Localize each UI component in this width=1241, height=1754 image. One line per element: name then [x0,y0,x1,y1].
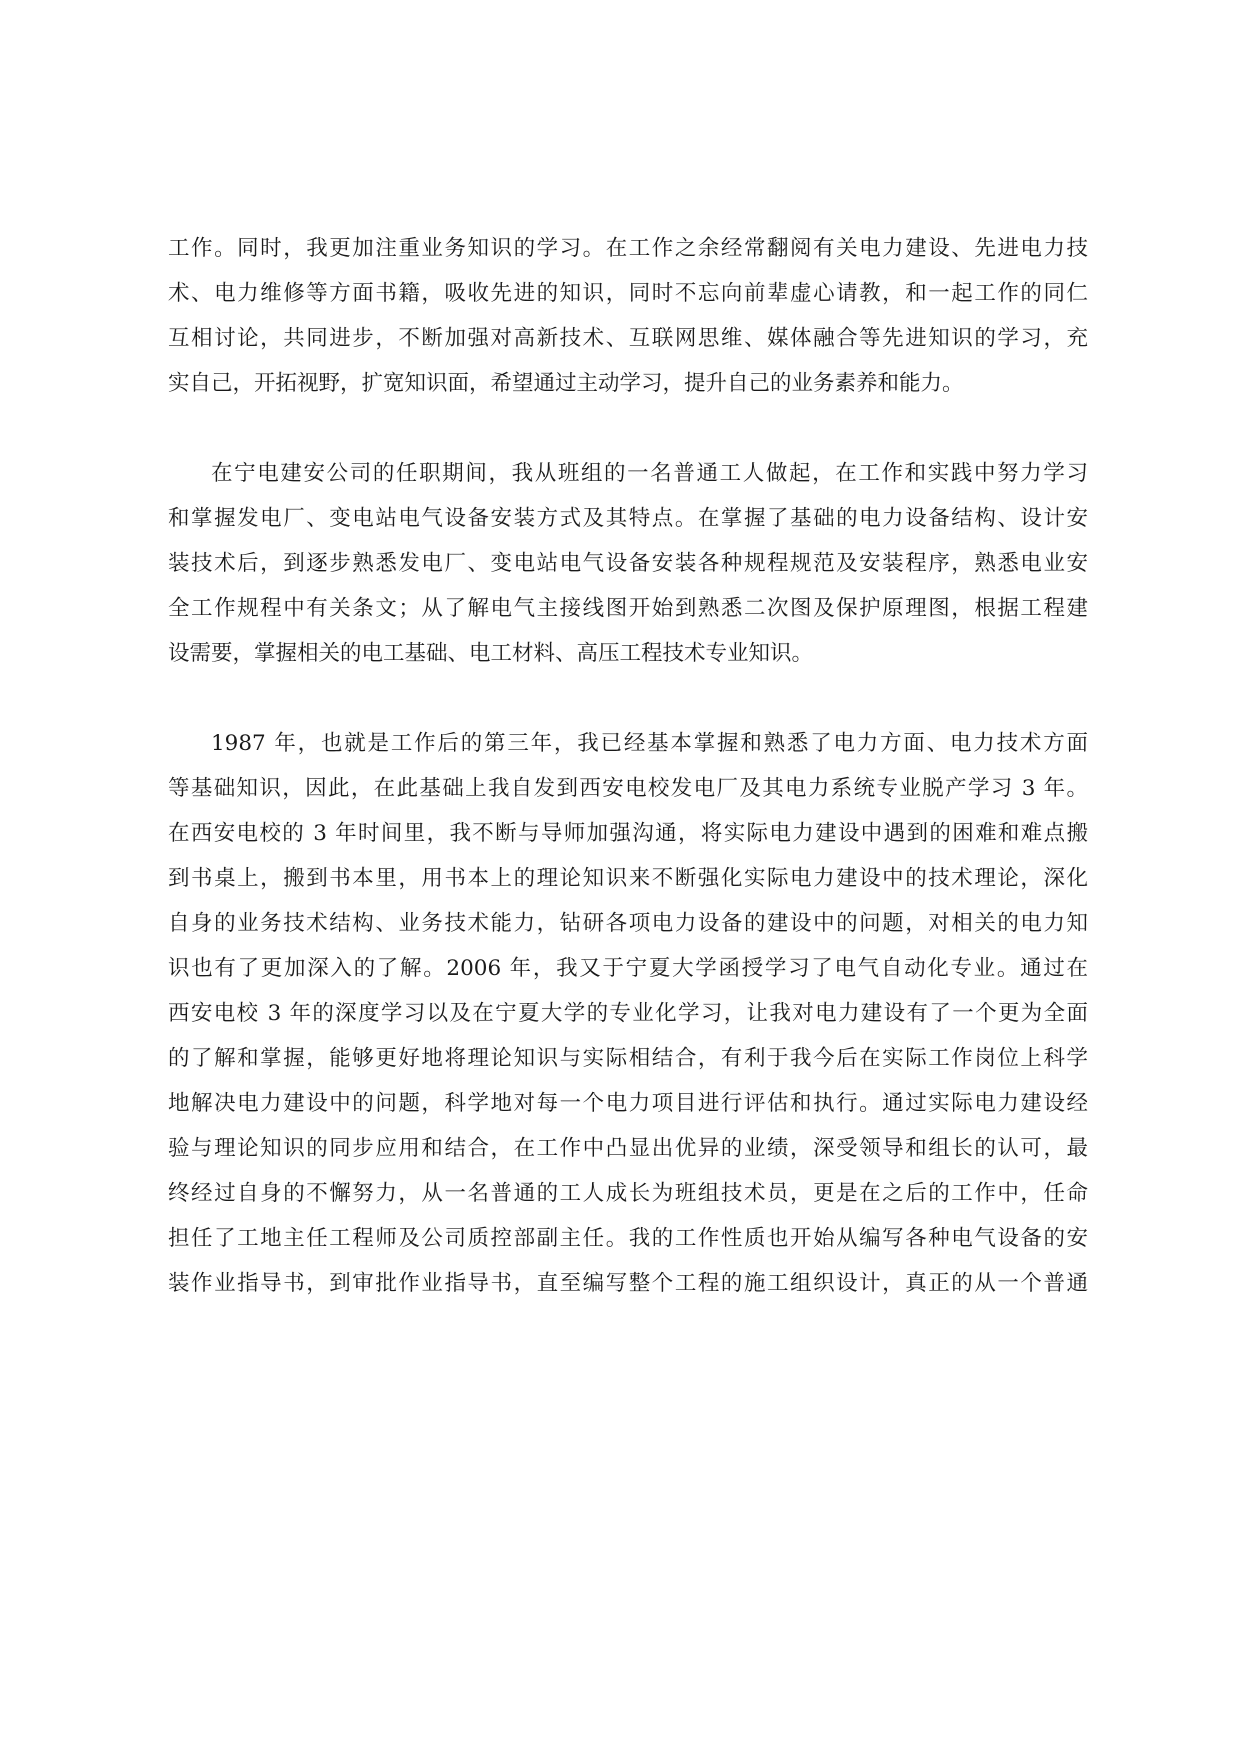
paragraph-3 [168,721,1088,1306]
paragraph-line: 设需要，掌握相关的电工基础、电工材料、高压工程技术专业知识。 [168,641,814,666]
paragraph-line: 工作。同时，我更加注重业务知识的学习。在工作之余经常翻阅有关电力建设、先进电力技 [168,236,1088,261]
paragraph-line: 自身的业务技术结构、业务技术能力，钻研各项电力设备的建设中的问题，对相关的电力知 [168,911,1088,936]
paragraph-line: 终经过自身的不懈努力，从一名普通的工人成长为班组技术员，更是在之后的工作中，任命 [168,1181,1088,1206]
paragraph-line: 互相讨论，共同进步，不断加强对高新技术、互联网思维、媒体融合等先进知识的学习，充 [168,326,1088,351]
paragraph-line: 术、电力维修等方面书籍，吸收先进的知识，同时不忘向前辈虚心请教，和一起工作的同仁 [168,281,1088,306]
document-body [168,226,1088,1306]
paragraph-line: 地解决电力建设中的问题，科学地对每一个电力项目进行评估和执行。通过实际电力建设经 [168,1091,1088,1116]
paragraph-line: 等基础知识，因此，在此基础上我自发到西安电校发电厂及其电力系统专业脱产学习 3 年。 [168,776,1088,801]
paragraph-line: 1987 年，也就是工作后的第三年，我已经基本掌握和熟悉了电力方面、电力技术方面 [211,731,1088,756]
paragraph-1 [168,226,1088,406]
paragraph-gap [168,676,1088,721]
paragraph-line: 全工作规程中有关条文；从了解电气主接线图开始到熟悉二次图及保护原理图，根据工程建 [168,596,1088,621]
paragraph-line: 在西安电校的 3 年时间里，我不断与导师加强沟通，将实际电力建设中遇到的困难和难点搬 [168,821,1088,846]
paragraph-line: 的了解和掌握，能够更好地将理论知识与实际相结合，有利于我今后在实际工作岗位上科学 [168,1046,1088,1071]
paragraph-line: 验与理论知识的同步应用和结合，在工作中凸显出优异的业绩，深受领导和组长的认可，最 [168,1136,1088,1161]
paragraph-line: 装作业指导书，到审批作业指导书，直至编写整个工程的施工组织设计，真正的从一个普通 [168,1271,1088,1296]
paragraph-line: 识也有了更加深入的了解。2006 年，我又于宁夏大学函授学习了电气自动化专业。通过在 [168,956,1088,981]
paragraph-line: 实自己，开拓视野，扩宽知识面，希望通过主动学习，提升自己的业务素养和能力。 [168,371,964,396]
paragraph-gap [168,406,1088,451]
paragraph-line: 到书桌上，搬到书本里，用书本上的理论知识来不断强化实际电力建设中的技术理论，深化 [168,866,1088,891]
paragraph-2 [168,451,1088,676]
paragraph-line: 西安电校 3 年的深度学习以及在宁夏大学的专业化学习，让我对电力建设有了一个更为全面 [168,1001,1088,1026]
paragraph-line: 担任了工地主任工程师及公司质控部副主任。我的工作性质也开始从编写各种电气设备的安 [168,1226,1088,1251]
paragraph-line: 和掌握发电厂、变电站电气设备安装方式及其特点。在掌握了基础的电力设备结构、设计安 [168,506,1088,531]
paragraph-line: 装技术后，到逐步熟悉发电厂、变电站电气设备安装各种规程规范及安装程序，熟悉电业安 [168,551,1088,576]
paragraph-line: 在宁电建安公司的任职期间，我从班组的一名普通工人做起，在工作和实践中努力学习 [211,461,1088,486]
